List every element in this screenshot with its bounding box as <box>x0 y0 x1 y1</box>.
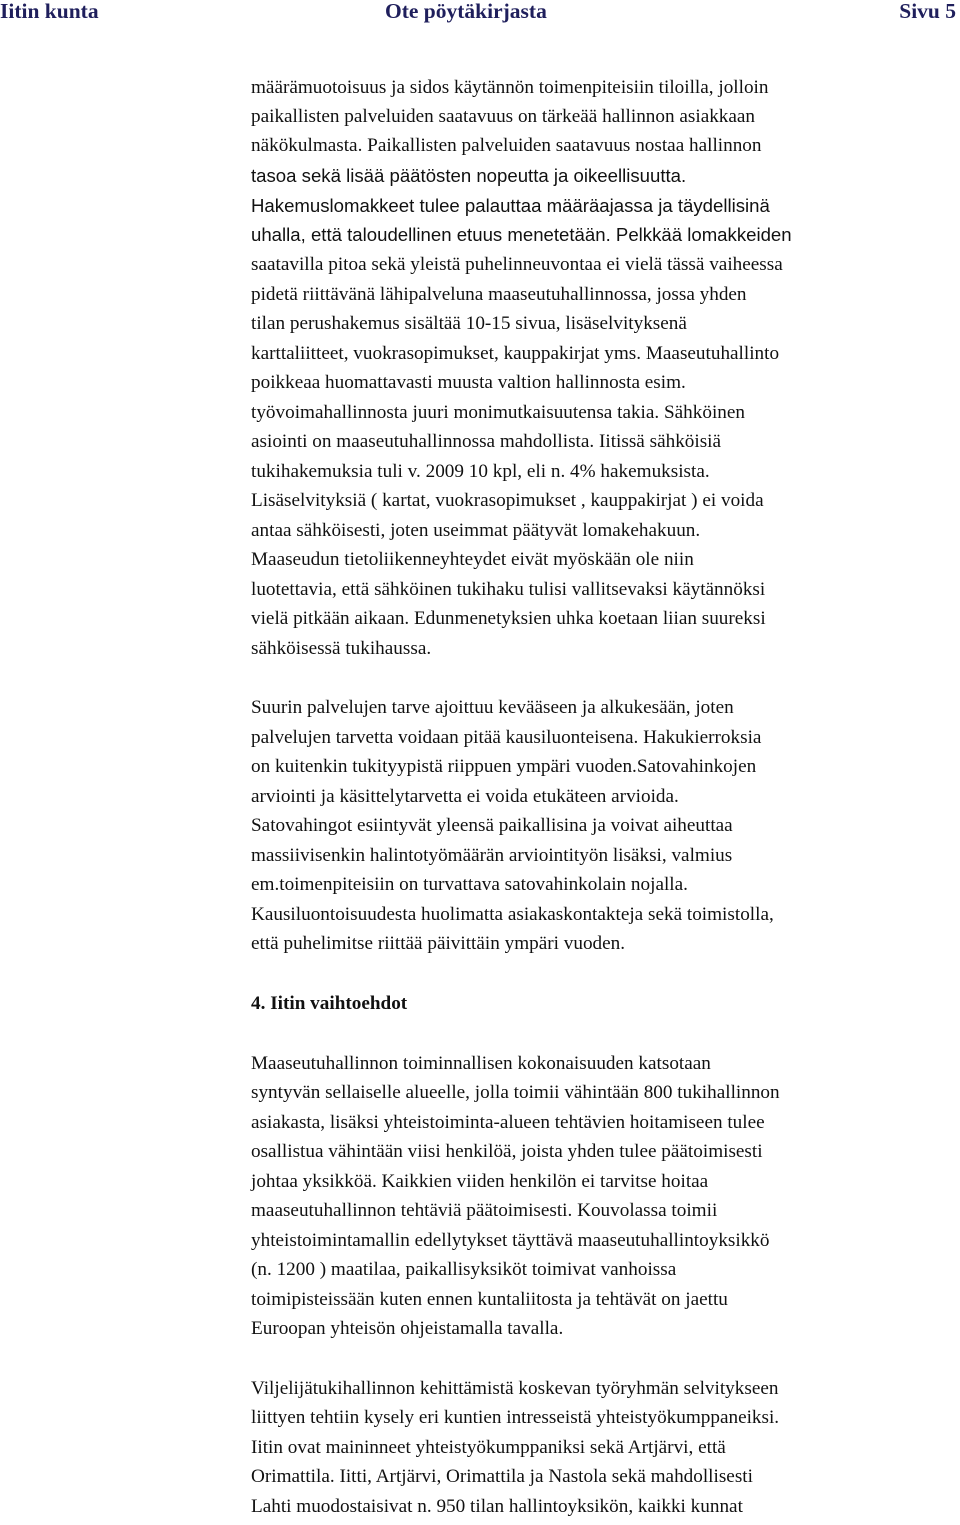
text-line: Maaseudun tietoliikenneyhteydet eivät myöskään ole niin <box>251 549 694 570</box>
text-line: Hakemuslomakkeet tulee palauttaa määräajassa ja täydellisinä <box>251 195 770 216</box>
page-number: Sivu 5 <box>899 0 956 23</box>
text-line: on kuitenkin tukityypistä riippuen ympäri vuoden.Satovahinkojen <box>251 756 757 777</box>
text-line: johtaa yksikköä. Kaikkien viiden henkilön ei tarvitse hoitaa <box>251 1171 709 1192</box>
text-line: em.toimenpiteisiin on turvattava satovahinkolain nojalla. <box>251 874 688 895</box>
text-line: arviointi ja käsittelytarvetta ei voida etukäteen arvioida. <box>251 786 679 807</box>
text-line: yhteistoimintamallin edellytykset täyttävä maaseutuhallintoyksikkö <box>251 1230 770 1251</box>
text-line: uhalla, että taloudellinen etuus menetetään. Pelkkää lomakkeiden <box>251 224 792 245</box>
text-line: (n. 1200 ) maatilaa, paikallisyksiköt toimivat vanhoissa <box>251 1259 677 1280</box>
text-line: vielä pitkään aikaan. Edunmenetyksien uhka koetaan liian suureksi <box>251 608 766 629</box>
text-line: Iitin ovat maininneet yhteistyökumppaniksi sekä Artjärvi, että <box>251 1437 726 1458</box>
text-line: pidetä riittävänä lähipalveluna maaseutuhallinnossa, jossa yhden <box>251 284 747 305</box>
text-line: massiivisenkin halintotyömäärän arviointityön lisäksi, valmius <box>251 845 733 866</box>
text-line: tilan perushakemus sisältää 10-15 sivua, lisäselvityksenä <box>251 313 687 334</box>
text-line: Euroopan yhteisön ohjeistamalla tavalla. <box>251 1318 564 1339</box>
text-line: Viljelijätukihallinnon kehittämistä koskevan työryhmän selvitykseen <box>251 1378 779 1399</box>
text-line: palvelujen tarvetta voidaan pitää kausiluonteisena. Hakukierroksia <box>251 727 762 748</box>
text-line: tasoa sekä lisää päätösten nopeutta ja oikeellisuutta. <box>251 165 687 186</box>
text-line: Maaseutuhallinnon toiminnallisen kokonaisuuden katsotaan <box>251 1053 711 1074</box>
text-line: asiakasta, lisäksi yhteistoiminta-alueen tehtävien hoitamiseen tulee <box>251 1112 765 1133</box>
text-line: että puhelimitse riittää päivittäin ympäri vuoden. <box>251 933 626 954</box>
text-line: syntyvän sellaiselle alueelle, jolla toimii vähintään 800 tukihallinnon <box>251 1082 780 1103</box>
text-line: Orimattila. Iitti, Artjärvi, Orimattila ja Nastola sekä mahdollisesti <box>251 1466 753 1487</box>
text-line: osallistua vähintään viisi henkilöä, joista yhden tulee päätoimisesti <box>251 1141 763 1162</box>
text-line: Kausiluontoisuudesta huolimatta asiakaskontakteja sekä toimistolla, <box>251 904 774 925</box>
text-line: toimipisteissään kuten ennen kuntaliitosta ja tehtävät on jaettu <box>251 1289 728 1310</box>
section-heading: 4. Iitin vaihtoehdot <box>251 993 408 1014</box>
text-line: Lisäselvityksiä ( kartat, vuokrasopimukset , kauppakirjat ) ei voida <box>251 490 764 511</box>
text-line: sähköisessä tukihaussa. <box>251 638 432 659</box>
text-line: Suurin palvelujen tarve ajoittuu kevääseen ja alkukesään, joten <box>251 697 734 718</box>
page-header <box>0 0 960 24</box>
text-line: työvoimahallinnosta juuri monimutkaisuutensa takia. Sähköinen <box>251 402 746 423</box>
text-line: paikallisten palveluiden saatavuus on tärkeää hallinnon asiakkaan <box>251 106 756 127</box>
municipality-name: Iitin kunta <box>0 0 99 23</box>
text-line: määrämuotoisuus ja sidos käytännön toimenpiteisiin tiloilla, jolloin <box>251 77 769 98</box>
text-line: asiointi on maaseutuhallinnossa mahdollista. Iitissä sähköisiä <box>251 431 722 452</box>
text-line: maaseutuhallinnon tehtäviä päätoimisesti. Kouvolassa toimii <box>251 1200 718 1221</box>
text-line: saatavilla pitoa sekä yleistä puhelinneuvontaa ei vielä tässä vaiheessa <box>251 254 783 275</box>
text-line: antaa sähköisesti, joten useimmat päätyvät lomakehakuun. <box>251 520 701 541</box>
text-line: näkökulmasta. Paikallisten palveluiden saatavuus nostaa hallinnon <box>251 135 762 156</box>
text-line: luotettavia, että sähköinen tukihaku tulisi vallitsevaksi käytännöksi <box>251 579 766 600</box>
document-type: Ote pöytäkirjasta <box>385 0 547 23</box>
text-line: liittyen tehtiin kysely eri kuntien intresseistä yhteistyökumppaneiksi. <box>251 1407 780 1428</box>
text-line: Lahti muodostaisivat n. 950 tilan hallintoyksikön, kaikki kunnat <box>251 1496 743 1517</box>
text-line: Satovahingot esiintyvät yleensä paikallisina ja voivat aiheuttaa <box>251 815 733 836</box>
text-line: tukihakemuksia tuli v. 2009 10 kpl, eli n. 4% hakemuksista. <box>251 461 710 482</box>
text-line: karttaliitteet, vuokrasopimukset, kauppakirjat yms. Maaseutuhallinto <box>251 343 780 364</box>
text-line: poikkeaa huomattavasti muusta valtion hallinnosta esim. <box>251 372 686 393</box>
